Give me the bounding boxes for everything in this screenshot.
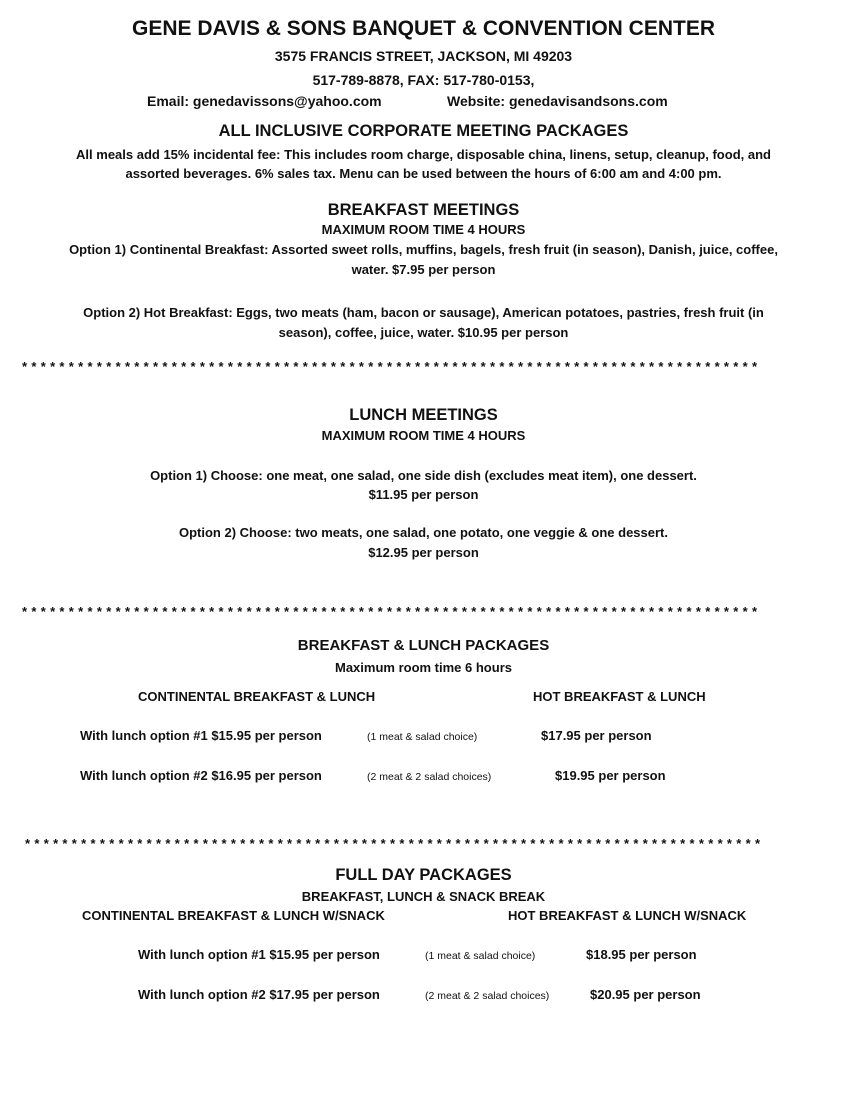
bl-row-2-hot: $19.95 per person xyxy=(555,768,666,783)
breakfast-option-2-price: season), coffee, juice, water. $10.95 per person xyxy=(278,325,569,340)
separator: ******************************************************************************* xyxy=(22,604,762,619)
breakfast-subheading: MAXIMUM ROOM TIME 4 HOURS xyxy=(321,222,526,237)
bl-row-1-note: (1 meat & salad choice) xyxy=(367,731,478,743)
lunch-heading: LUNCH MEETINGS xyxy=(349,406,498,424)
intro-line-1: All meals add 15% incidental fee: This includes room charge, disposable china, linens, setup, cleanup, food, and xyxy=(76,147,771,162)
fd-col-hot: HOT BREAKFAST & LUNCH W/SNACK xyxy=(508,908,747,923)
bl-row-2-note: (2 meat & 2 salad choices) xyxy=(367,771,492,783)
intro-line-2: assorted beverages. 6% sales tax. Menu can be used between the hours of 6:00 am and 4:00 pm. xyxy=(125,166,722,181)
breakfast-option-1-price: water. $7.95 per person xyxy=(351,262,496,277)
venue-title: GENE DAVIS & SONS BANQUET & CONVENTION CENTER xyxy=(132,17,715,40)
bl-row-1-label: With lunch option #1 $15.95 per person xyxy=(80,728,322,743)
fd-row-2-label: With lunch option #2 $17.95 per person xyxy=(138,987,380,1002)
bl-row-1-hot: $17.95 per person xyxy=(541,728,652,743)
website: Website: genedavisandsons.com xyxy=(447,93,668,109)
phone-fax: 517-789-8878, FAX: 517-780-0153, xyxy=(312,72,535,88)
fd-row-1-label: With lunch option #1 $15.95 per person xyxy=(138,947,380,962)
fd-heading: FULL DAY PACKAGES xyxy=(335,866,512,884)
lunch-option-1: Option 1) Choose: one meat, one salad, one side dish (excludes meat item), one dessert. xyxy=(150,468,697,483)
bl-row-2-label: With lunch option #2 $16.95 per person xyxy=(80,768,322,783)
breakfast-option-2: Option 2) Hot Breakfast: Eggs, two meats (ham, bacon or sausage), American potatoes, pastries, fresh fruit (in xyxy=(83,305,764,320)
lunch-option-1-price: $11.95 per person xyxy=(368,487,479,502)
lunch-option-2: Option 2) Choose: two meats, one salad, one potato, one veggie & one dessert. xyxy=(178,525,669,540)
email: Email: genedavissons@yahoo.com xyxy=(147,93,382,109)
packages-heading: ALL INCLUSIVE CORPORATE MEETING PACKAGES xyxy=(218,122,629,140)
fd-row-2-hot: $20.95 per person xyxy=(590,987,701,1002)
fd-col-continental: CONTINENTAL BREAKFAST & LUNCH W/SNACK xyxy=(82,908,385,923)
bl-col-hot: HOT BREAKFAST & LUNCH xyxy=(533,689,706,704)
lunch-option-2-price: $12.95 per person xyxy=(368,545,479,560)
lunch-subheading: MAXIMUM ROOM TIME 4 HOURS xyxy=(321,428,526,443)
breakfast-option-1: Option 1) Continental Breakfast: Assorted sweet rolls, muffins, bagels, fresh fruit (in season), Danish, juice, coffee, xyxy=(69,242,778,257)
fd-row-1-hot: $18.95 per person xyxy=(586,947,697,962)
fd-row-1-note: (1 meat & salad choice) xyxy=(425,950,536,962)
fd-row-2-note: (2 meat & 2 salad choices) xyxy=(425,990,550,1002)
bl-subheading: Maximum room time 6 hours xyxy=(335,660,512,675)
separator: ******************************************************************************* xyxy=(22,359,762,374)
bl-heading: BREAKFAST & LUNCH PACKAGES xyxy=(297,637,550,654)
breakfast-heading: BREAKFAST MEETINGS xyxy=(327,201,520,219)
address: 3575 FRANCIS STREET, JACKSON, MI 49203 xyxy=(274,48,573,64)
separator: ******************************************************************************* xyxy=(25,836,765,851)
bl-col-continental: CONTINENTAL BREAKFAST & LUNCH xyxy=(138,689,376,704)
fd-subheading: BREAKFAST, LUNCH & SNACK BREAK xyxy=(301,889,546,904)
